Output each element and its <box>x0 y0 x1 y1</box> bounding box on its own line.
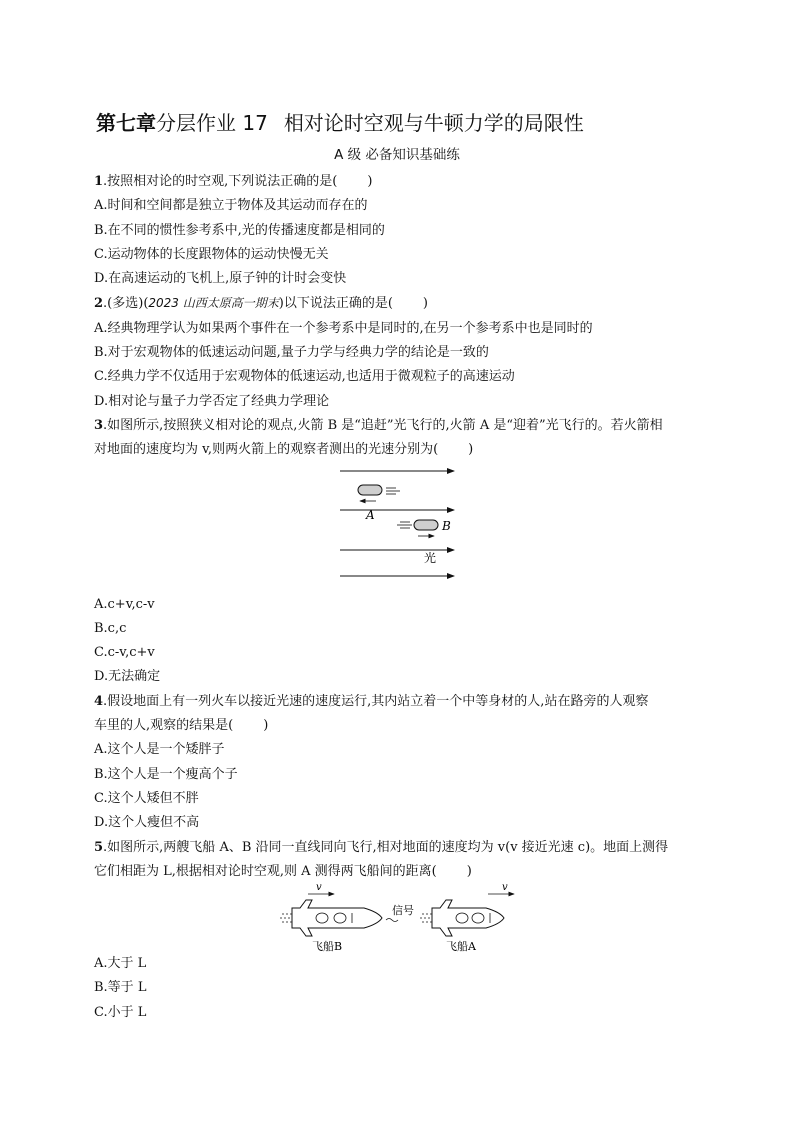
q2-source: 2023 山西太原高一期末 <box>148 296 279 311</box>
ship-b-velocity-label: v <box>316 884 322 894</box>
q1-option-c: C.运动物体的长度跟物体的运动快慢无关 <box>94 246 329 262</box>
topic-label: 相对论时空观与牛顿力学的局限性 <box>283 111 584 135</box>
rocket-b-icon <box>397 520 438 536</box>
q1-option-d: D.在高速运动的飞机上,原子钟的计时会变快 <box>94 271 347 287</box>
spaceship-b-icon <box>280 900 382 936</box>
q3-option-a: A.c+v,c-v <box>94 596 155 612</box>
q4-stem-line2: 车里的人,观察的结果是( ) <box>94 718 269 734</box>
q5-figure <box>94 884 704 952</box>
q3-option-b: B.c,c <box>94 620 127 636</box>
q3-option-c: C.c-v,c+v <box>94 645 155 661</box>
section-title: A 级 必备知识基础练 <box>334 147 460 163</box>
q2-option-a: A.经典物理学认为如果两个事件在一个参考系中是同时的,在另一个参考系中也是同时的 <box>94 320 593 336</box>
q2-option-d: D.相对论与量子力学否定了经典力学理论 <box>94 393 330 409</box>
spaceships-diagram <box>94 884 704 952</box>
q3-figure <box>94 463 704 593</box>
q4-stem-line1: 4.假设地面上有一列火车以接近光速的速度运行,其内站立着一个中等身材的人,站在路旁的人观察 <box>94 693 649 709</box>
q4-option-b: B.这个人是一个瘦高个子 <box>94 766 238 782</box>
question-list <box>94 170 704 1025</box>
q4-option-d: D.这个人瘦但不高 <box>94 815 200 831</box>
rocket-a-icon <box>358 485 400 501</box>
q1-option-b: B.在不同的惯性参考系中,光的传播速度都是相同的 <box>94 222 385 238</box>
page-title <box>96 110 736 136</box>
rocket-a-label: A <box>366 507 375 522</box>
q5-stem-line2: 它们相距为 L,根据相对论时空观,则 A 测得两飞船间的距离( ) <box>94 863 472 879</box>
rocket-b-label: B <box>442 518 451 533</box>
q4-option-c: C.这个人矮但不胖 <box>94 790 199 806</box>
ship-a-velocity-label: v <box>502 884 508 894</box>
signal-label: 信号 <box>392 904 414 918</box>
q2-option-b: B.对于宏观物体的低速运动问题,量子力学与经典力学的结论是一致的 <box>94 345 489 361</box>
q4-option-a: A.这个人是一个矮胖子 <box>94 742 225 758</box>
ship-b-label: 飞船B <box>312 940 343 953</box>
q3-option-d: D.无法确定 <box>94 669 161 685</box>
q5-option-a: A.大于 L <box>94 956 147 972</box>
rockets-light-diagram <box>94 463 704 593</box>
q1-stem: 1.按照相对论的时空观,下列说法正确的是( ) <box>94 174 373 189</box>
ship-a-label: 飞船A <box>446 940 476 953</box>
work-label: 分层作业 17 <box>156 111 268 135</box>
light-label: 光 <box>424 550 437 565</box>
signal-wave-icon <box>386 919 398 922</box>
q2-option-c: C.经典力学不仅适用于宏观物体的低速运动,也适用于微观粒子的高速运动 <box>94 369 515 385</box>
q3-stem-line2: 对地面的速度均为 v,则两火箭上的观察者测出的光速分别为( ) <box>94 442 474 458</box>
q1-option-a: A.时间和空间都是独立于物体及其运动而存在的 <box>94 198 368 214</box>
q5-option-c: C.小于 L <box>94 1004 147 1020</box>
q3-stem-line1: 3.如图所示,按照狭义相对论的观点,火箭 B 是“追赶”光飞行的,火箭 A 是“迎着”光飞行的。若火箭相 <box>94 417 663 433</box>
chapter-label: 第七章 <box>96 111 156 135</box>
q2-stem: 2.(多选)(2023 山西太原高一期末)以下说法正确的是( ) <box>94 296 428 312</box>
q5-option-b: B.等于 L <box>94 980 147 996</box>
spaceship-a-icon <box>420 900 504 936</box>
q5-stem-line1: 5.如图所示,两艘飞船 A、B 沿同一直线同向飞行,相对地面的速度均为 v(v 接近光速 c)。地面上测得 <box>94 839 669 855</box>
